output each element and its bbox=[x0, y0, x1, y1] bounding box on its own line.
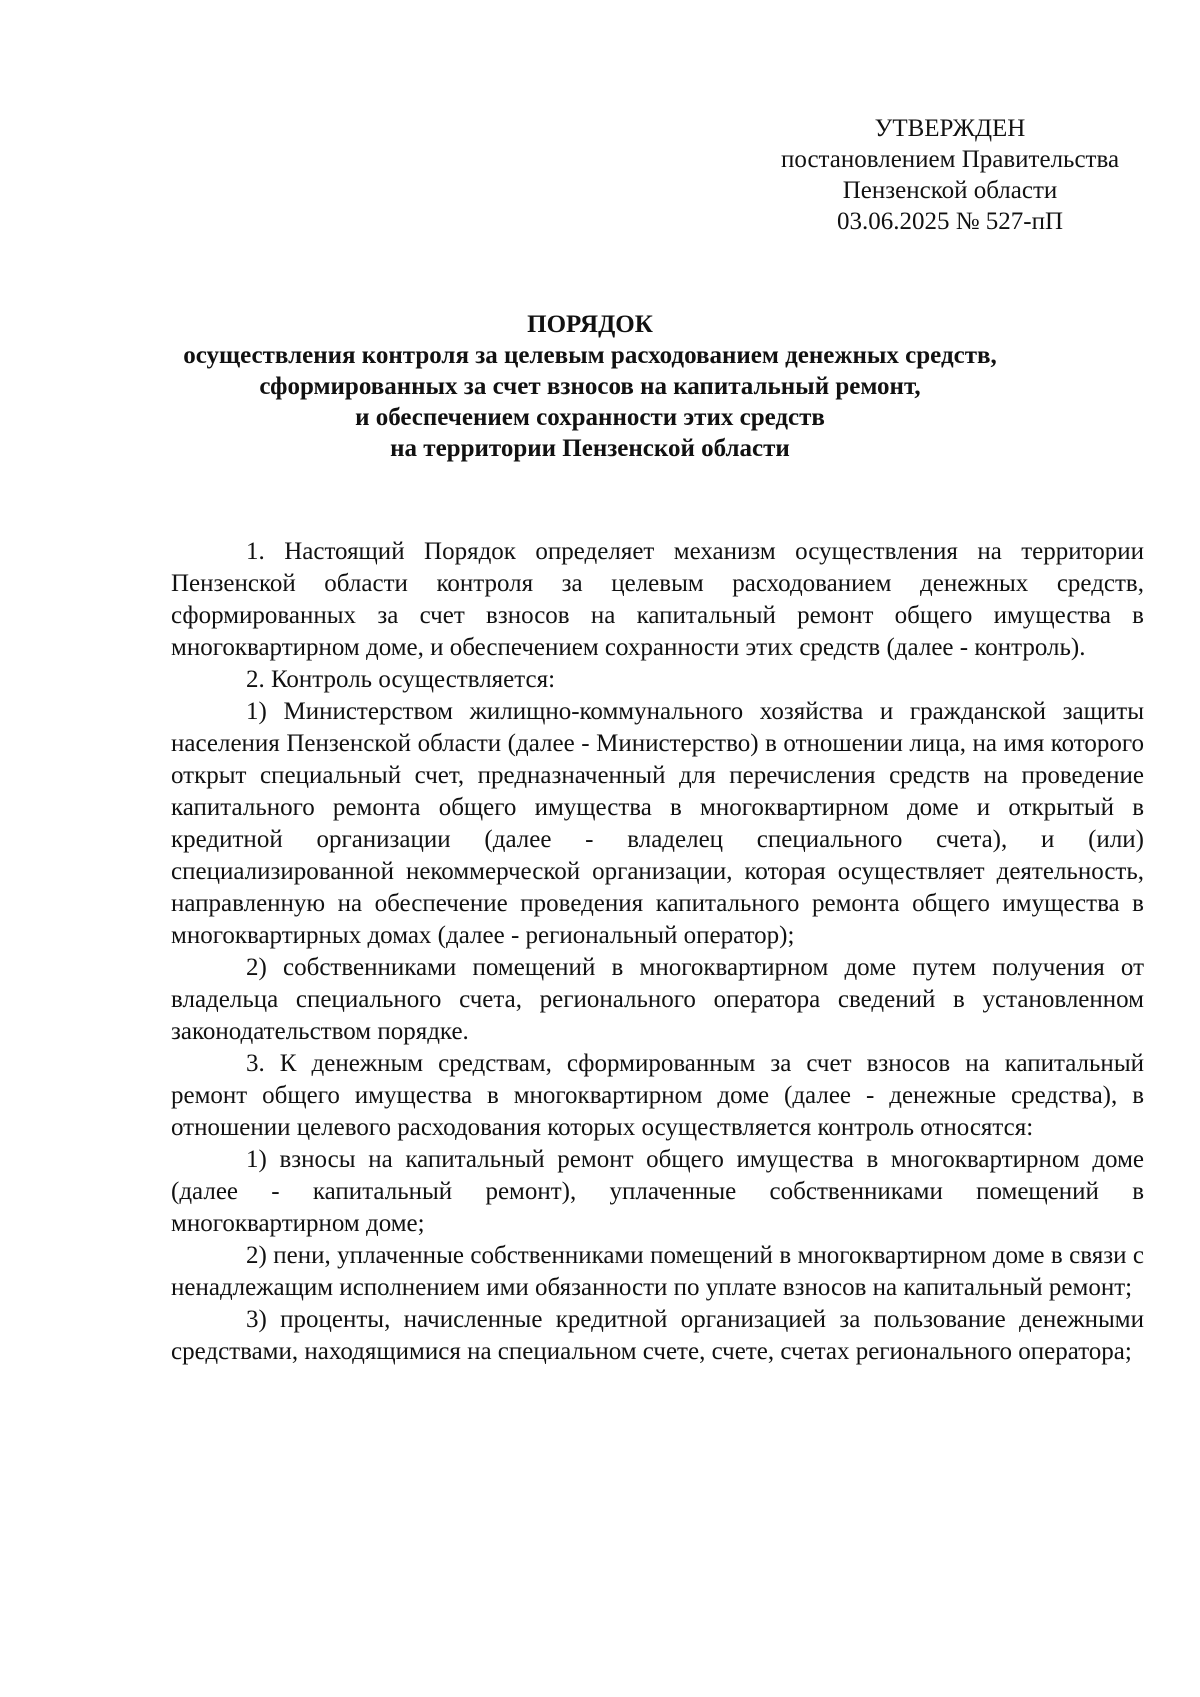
paragraph-3-3: 3) проценты, начисленные кредитной организацией за пользование денежными средствами, находящимися на специальном счете, счете, счетах регионального оператора; bbox=[171, 1306, 1144, 1365]
paragraph-2-2: 2) собственниками помещений в многоквартирном доме путем получения от владельца специального счета, регионального оператора сведений в установленном законодательством порядке. bbox=[171, 954, 1144, 1045]
title-line-2: сформированных за счет взносов на капитальный ремонт, bbox=[259, 373, 921, 400]
paragraph-1: 1. Настоящий Порядок определяет механизм осуществления на территории Пензенской области контроля за целевым расходованием денежных средств, сформированных за счет взносов на капитальный ремонт общего имущества в многоквартирном доме, и обеспечением сохранности этих средств (далее - контроль). bbox=[171, 538, 1144, 661]
document-body bbox=[171, 536, 1144, 1368]
paragraph-2: 2. Контроль осуществляется: bbox=[246, 666, 556, 693]
paragraph-2-1: 1) Министерством жилищно-коммунального хозяйства и гражданской защиты населения Пензенской области (далее - Министерство) в отношении лица, на имя которого открыт специальный счет, предназначенный для перечисления средств на проведение капитального ремонта общего имущества в многоквартирном доме и открытый в кредитной организации (далее - владелец специального счета), и (или) специализированной некоммерческой организации, которая осуществляет деятельность, направленную на обеспечение проведения капитального ремонта общего имущества в многоквартирных домах (далее - региональный оператор); bbox=[171, 698, 1144, 949]
title-line-1: осуществления контроля за целевым расходованием денежных средств, bbox=[183, 342, 997, 369]
paragraph-3: 3. К денежным средствам, сформированным за счет взносов на капитальный ремонт общего имущества в многоквартирном доме (далее - денежные средства), в отношении целевого расходования которых осуществляется контроль относятся: bbox=[171, 1050, 1144, 1141]
title-line-4: на территории Пензенской области bbox=[390, 435, 790, 462]
approval-title: УТВЕРЖДЕН bbox=[874, 115, 1026, 142]
approval-date-number: 03.06.2025 № 527-пП bbox=[836, 208, 1064, 235]
document-title bbox=[150, 309, 1030, 464]
paragraph-3-2: 2) пени, уплаченные собственниками помещений в многоквартирном доме в связи с ненадлежащим исполнением ими обязанности по уплате взносов на капитальный ремонт; bbox=[171, 1242, 1144, 1301]
title-heading: ПОРЯДОК bbox=[527, 311, 653, 338]
approval-stamp bbox=[740, 113, 1160, 237]
paragraph-3-1: 1) взносы на капитальный ремонт общего имущества в многоквартирном доме (далее - капитальный ремонт), уплаченные собственниками помещений в многоквартирном доме; bbox=[171, 1146, 1144, 1237]
title-line-3: и обеспечением сохранности этих средств bbox=[355, 404, 825, 431]
approval-region: Пензенской области bbox=[842, 177, 1058, 204]
approval-authority: постановлением Правительства bbox=[780, 146, 1120, 173]
